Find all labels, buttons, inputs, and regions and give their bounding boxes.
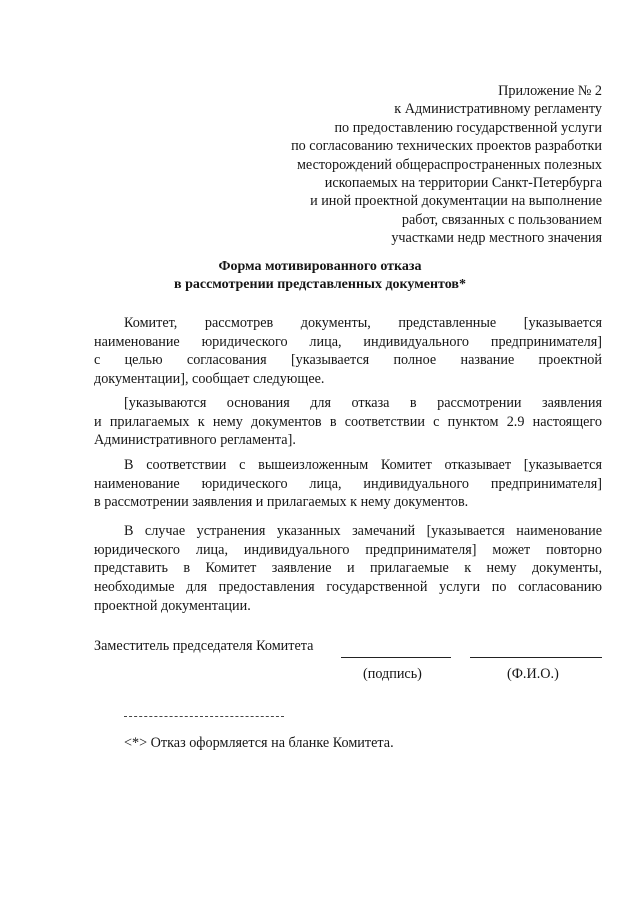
paragraph-committee-review [94,314,602,389]
form-title-line-1: Форма мотивированного отказа [218,259,422,274]
paragraph-line: документации], сообщает следующее. [94,371,325,388]
appendix-line: Приложение № 2 [498,83,602,99]
paragraph-line: наименование юридического лица, индивидуального предпринимателя] [94,333,602,350]
appendix-line: ископаемых на территории Санкт-Петербурга [324,175,602,192]
paragraph-line: в рассмотрении заявления и прилагаемых к нему документов. [94,494,469,511]
paragraph-line: В случае устранения указанных замечаний [указывается наименование [124,523,602,539]
appendix-line: по предоставлению государственной услуги [334,119,602,136]
paragraph-line: с целью согласования [указывается полное название проектной [94,352,602,369]
appendix-line: работ, связанных с пользованием [401,211,602,228]
paragraph-resubmission [94,522,602,616]
footnote-divider [124,716,284,717]
fio-caption: (Ф.И.О.) [507,666,559,682]
signature-caption: (подпись) [363,666,422,682]
fio-line [470,657,602,658]
paragraph-line: и прилагаемых к нему документов в соответствии с пунктом 2.9 настоящего [94,413,602,430]
appendix-line: участками недр местного значения [391,230,602,247]
footnote: <*> Отказ оформляется на бланке Комитета. [124,735,394,751]
paragraph-line: необходимые для предоставления государственной услуги по согласованию [94,579,602,596]
paragraph-line: Комитет, рассмотрев документы, представленные [указывается [124,315,602,331]
appendix-header [291,82,602,248]
appendix-line: месторождений общераспространенных полезных [296,156,602,173]
paragraph-line: представить в Комитет заявление и прилагаемые к нему документы, [94,560,602,577]
form-title-line-2: в рассмотрении представленных документов* [174,277,466,293]
signer-position: Заместитель председателя Комитета [94,638,314,654]
paragraph-line: юридического лица, индивидуального предпринимателя] может повторно [94,541,602,558]
appendix-line: к Административному регламенту [394,101,602,118]
paragraph-line: проектной документации. [94,597,251,614]
appendix-line: по согласованию технических проектов разработки [291,138,602,155]
paragraph-line: В соответствии с вышеизложенным Комитет отказывает [указывается [124,457,602,473]
signature-line [341,657,451,658]
appendix-line: и иной проектной документации на выполнение [310,193,602,210]
paragraph-refusal-decision [94,456,602,512]
paragraph-line: наименование юридического лица, индивидуального предпринимателя] [94,475,602,492]
paragraph-line: Административного регламента]. [94,432,296,449]
paragraph-refusal-grounds [94,394,602,450]
paragraph-line: [указываются основания для отказа в рассмотрении заявления [124,395,602,411]
form-title [0,258,640,294]
